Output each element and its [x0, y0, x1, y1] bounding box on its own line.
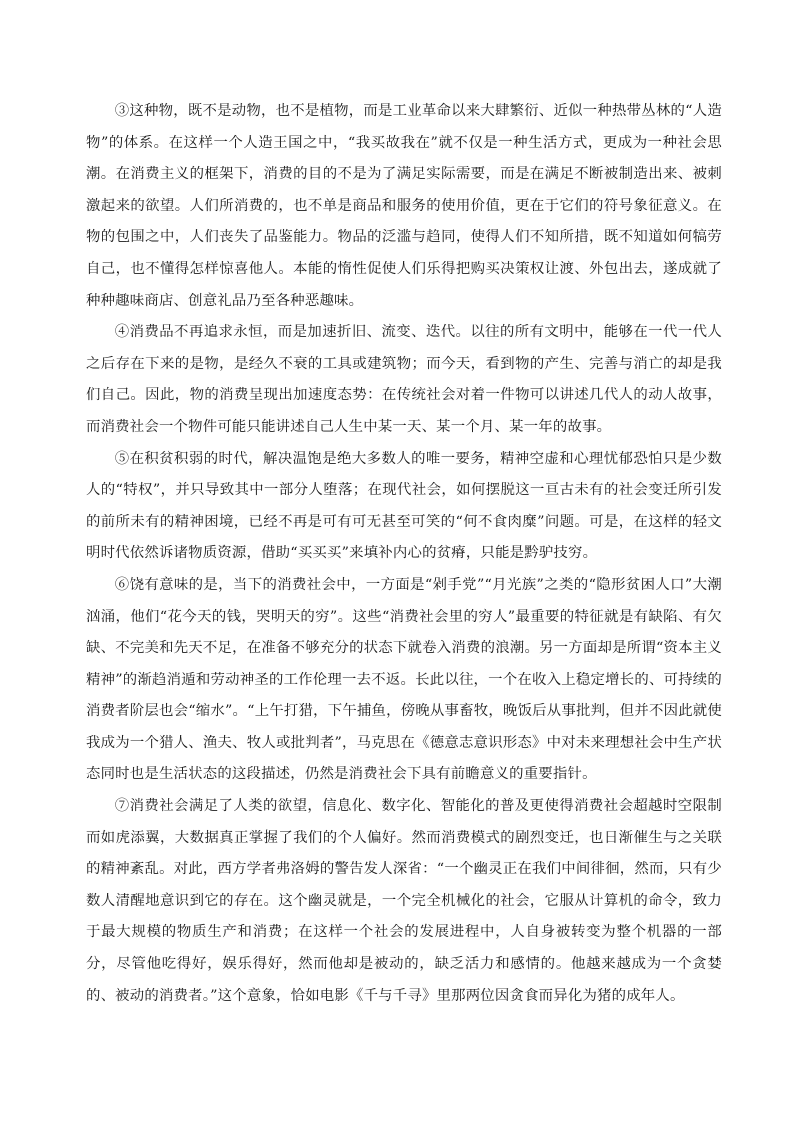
paragraph-6: ⑥饶有意味的是，当下的消费社会中，一方面是“剁手党”“月光族”之类的“隐形贫困人口”大潮汹涌，他们“花今天的钱，哭明天的穷”。这些“消费社会里的穷人”最重要的特征就是有缺陷、有欠缺、不完美和先天不足，在准备不够充分的状态下就卷入消费的浪潮。另一方面却是所谓“资本主义精神”的渐趋消遁和劳动神圣的工作伦理一去不返。长此以往，一个在收入上稳定增长的、可持续的消费者阶层也会“缩水”。“上午打猎，下午捕鱼，傍晚从事畜牧，晚饭后从事批判，但并不因此就使我成为一个猎人、渔夫、牧人或批判者”，马克思在《德意志意识形态》中对未来理想社会中生产状态同时也是生活状态的这段描述，仍然是消费社会下具有前瞻意义的重要指针。 — [86, 576, 722, 783]
paragraph-4: ④消费品不再追求永恒，而是加速折旧、流变、迭代。以往的所有文明中，能够在一代一代人之后存在下来的是物，是经久不衰的工具或建筑物；而今天，看到物的产生、完善与消亡的却是我们自己。因此，物的消费呈现出加速度态势：在传统社会对着一件物可以讲述几代人的动人故事，而消费社会一个物件可能只能讲述自己人生中某一天、某一个月、某一年的故事。 — [86, 324, 722, 435]
paragraph-5: ⑤在积贫积弱的时代，解决温饱是绝大多数人的唯一要务，精神空虚和心理忧郁恐怕只是少数人的“特权”，并只导致其中一部分人堕落；在现代社会，如何摆脱这一亘古未有的社会变迁所引发的前所未有的精神困境，已经不再是可有可无甚至可笑的“何不食肉糜”问题。可是，在这样的轻文明时代依然诉诸物质资源，借助“买买买”来填补内心的贫瘠，只能是黔驴技穷。 — [86, 450, 722, 562]
paragraph-3: ③这种物，既不是动物，也不是植物，而是工业革命以来大肆繁衍、近似一种热带丛林的“人造物”的体系。在这样一个人造王国之中，“我买故我在”就不仅是一种生活方式，更成为一种社会思潮。在消费主义的框架下，消费的目的不是为了满足实际需要，而是在满足不断被制造出来、被刺激起来的欲望。人们所消费的，也不单是商品和服务的使用价值，更在于它们的符号象征意义。在物的包围之中，人们丧失了品鉴能力。物品的泛滥与趋同，使得人们不知所措，既不知道如何犒劳自己，也不懂得怎样惊喜他人。本能的惰性促使人们乐得把购买决策权让渡、外包出去，遂成就了种种趣味商店、创意礼品乃至各种恶趣味。 — [86, 103, 722, 309]
paragraph-7: ⑦消费社会满足了人类的欲望，信息化、数字化、智能化的普及更使得消费社会超越时空限制而如虎添翼，大数据真正掌握了我们的个人偏好。然而消费模式的剧烈变迁，也日渐催生与之关联的精神紊乱。对此，西方学者弗洛姆的警告发人深省：“一个幽灵正在我们中间徘徊，然而，只有少数人清醒地意识到它的存在。这个幽灵就是，一个完全机械化的社会，它服从计算机的命令，致力于最大规模的物质生产和消费；在这样一个社会的发展进程中，人自身被转变为整个机器的一部分，尽管他吃得好，娱乐得好，然而他却是被动的，缺乏活力和感情的。他越来越成为一个贪婪的、被动的消费者。”这个意象，恰如电影《千与千寻》里那两位因贪食而异化为猪的成年人。 — [86, 798, 722, 1004]
article-body — [86, 96, 722, 1012]
